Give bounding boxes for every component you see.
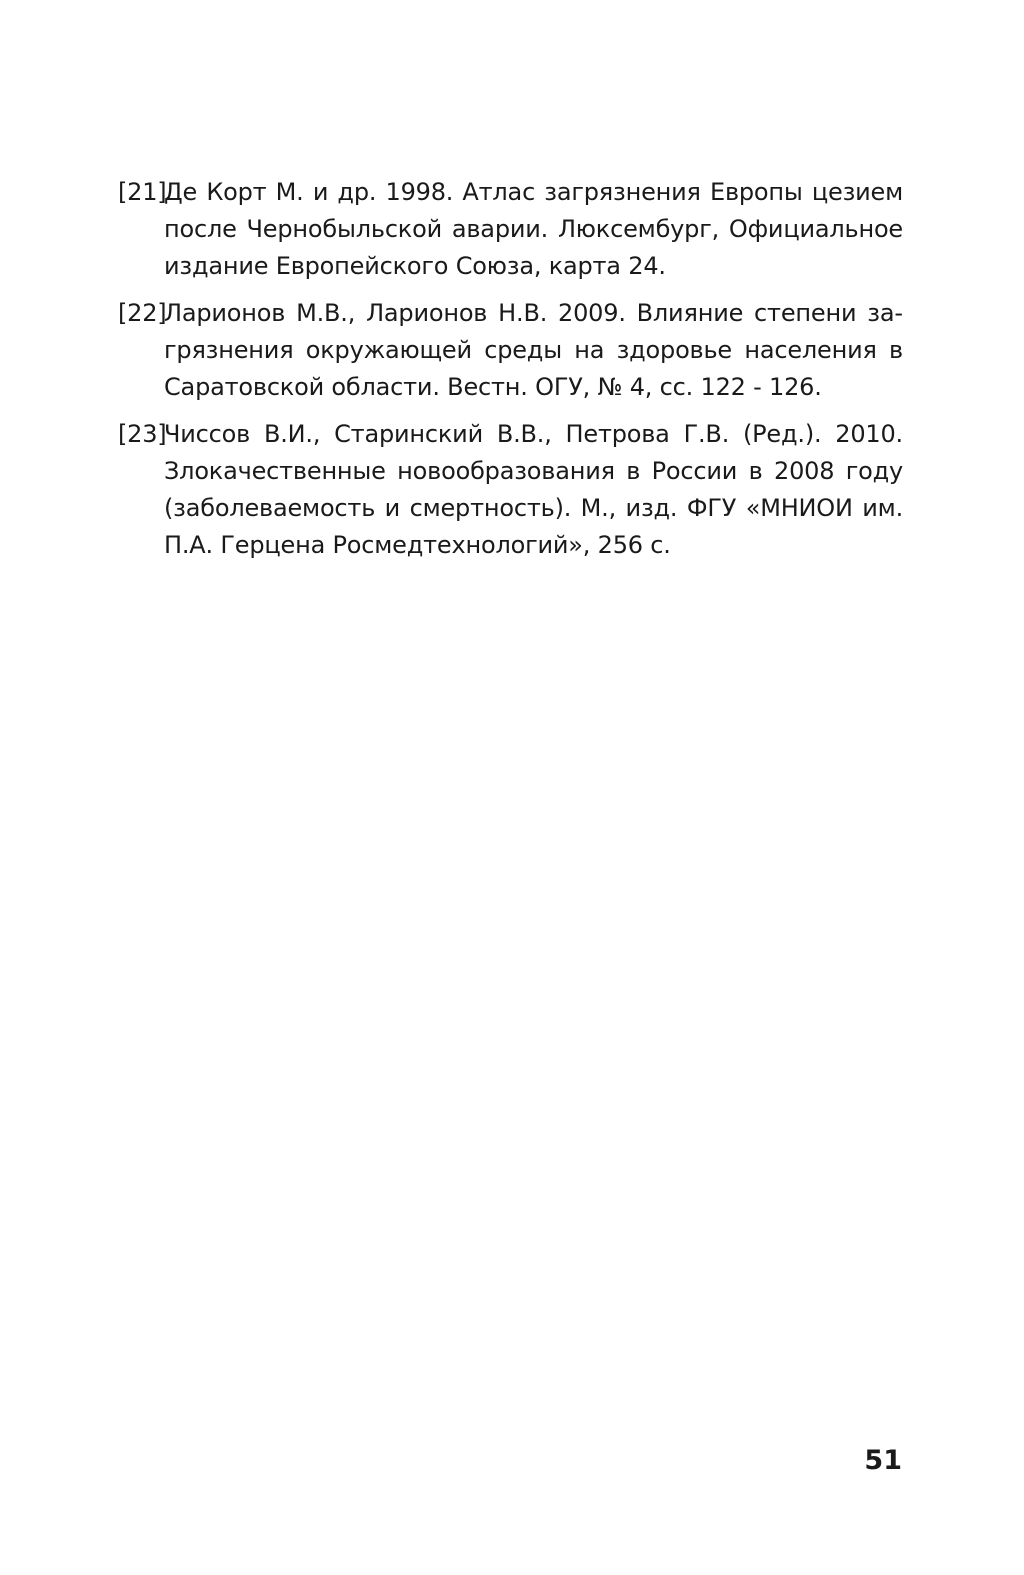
reference-text: Чиссов В.И., Старинский В.В., Петрова Г.В. (Ред.). 2010. Злокачественные новообразования в России в 2008 году (заболеваемость и смертность). М., изд. ФГУ «МНИОИ им. П.А. Герцена Росмедтехнологий», 256 с. xyxy=(164,420,903,559)
reference-number: [22] xyxy=(118,299,167,327)
reference-item-21 xyxy=(118,174,903,285)
reference-text: Ларионов М.В., Ларионов Н.В. 2009. Влияние степени загрязнения окружающей среды на здоровье населения в Саратовской области. Вестн. ОГУ, № 4, сс. 122 - 126. xyxy=(164,299,903,401)
reference-item-22 xyxy=(118,295,903,406)
reference-text: Де Корт М. и др. 1998. Атлас загрязнения Европы цезием после Чернобыльской аварии. Люксембург, Официальное издание Европейского Союза, карта 24. xyxy=(164,178,903,280)
page-number: 51 xyxy=(864,1445,902,1476)
reference-number: [21] xyxy=(118,178,167,206)
reference-list xyxy=(118,174,903,574)
reference-number: [23] xyxy=(118,420,167,448)
reference-item-23 xyxy=(118,416,903,564)
